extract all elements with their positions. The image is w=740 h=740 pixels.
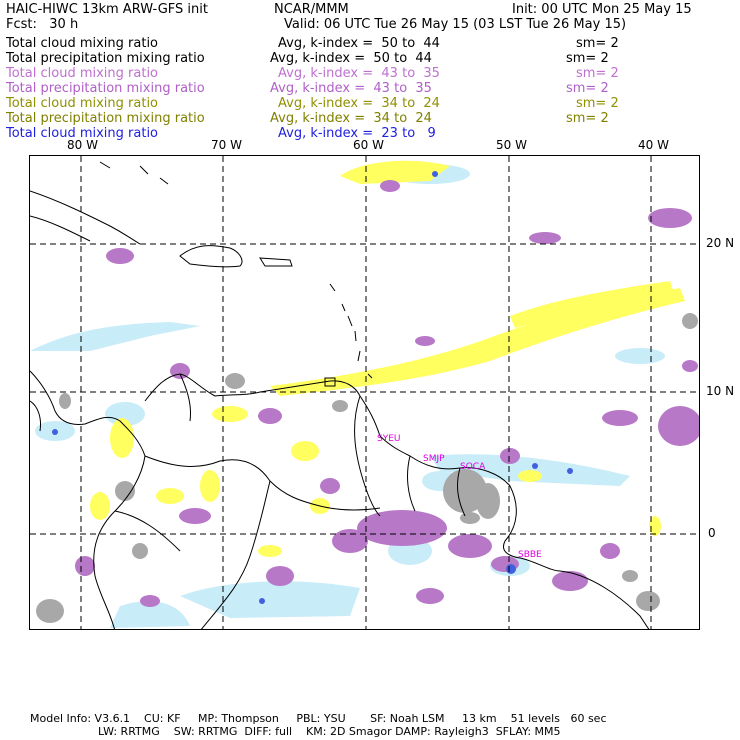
lat-tick-label: 0 bbox=[708, 526, 716, 540]
legend-row bbox=[6, 111, 734, 126]
lat-tick-label: 10 N bbox=[706, 384, 735, 398]
lon-tick-label: 70 W bbox=[211, 138, 242, 152]
map-canvas bbox=[30, 156, 700, 630]
model-title: HAIC-HIWC 13km ARW-GFS init bbox=[6, 2, 208, 17]
lat-lon-grid bbox=[30, 156, 700, 630]
model-info-line1: Model Info: V3.6.1 CU: KF MP: Thompson PBL: YSU SF: Noah LSM 13 km 51 levels 60 sec bbox=[30, 712, 607, 725]
legend-range: Avg, k-index = 34 to 24 bbox=[270, 111, 432, 126]
legend-field: Total precipitation mixing ratio bbox=[6, 111, 205, 126]
legend-range: Avg, k-index = 43 to 35 bbox=[270, 81, 432, 96]
legend-range: Avg, k-index = 43 to 35 bbox=[278, 66, 440, 81]
legend-range: Avg, k-index = 50 to 44 bbox=[278, 36, 440, 51]
valid-time: Valid: 06 UTC Tue 26 May 15 (03 LST Tue 26 May 15) bbox=[284, 17, 627, 32]
legend-range: Avg, k-index = 34 to 24 bbox=[278, 96, 440, 111]
station-label-syeu: SYEU bbox=[377, 434, 401, 444]
init-time: Init: 00 UTC Mon 25 May 15 bbox=[512, 2, 692, 17]
station-label-smjp: SMJP bbox=[423, 454, 445, 464]
legend-row bbox=[6, 36, 734, 51]
forecast-hour: Fcst: 30 h bbox=[6, 17, 79, 32]
legend-range: Avg, k-index = 50 to 44 bbox=[270, 51, 432, 66]
legend-sm: sm= 2 bbox=[576, 96, 619, 111]
legend-range: Avg, k-index = 23 to 9 bbox=[278, 126, 436, 141]
legend-field: Total cloud mixing ratio bbox=[6, 126, 159, 141]
legend-row bbox=[6, 81, 734, 96]
lon-tick-label: 80 W bbox=[67, 138, 98, 152]
model-info-line2: LW: RRTMG SW: RRTMG DIFF: full KM: 2D Smagor DAMP: Rayleigh3 SFLAY: MM5 bbox=[98, 725, 561, 738]
station-label-soca: SOCA bbox=[460, 462, 486, 472]
legend-field: Total precipitation mixing ratio bbox=[6, 51, 205, 66]
legend-row bbox=[6, 66, 734, 81]
legend-field: Total cloud mixing ratio bbox=[6, 36, 159, 51]
lon-tick-label: 40 W bbox=[638, 138, 669, 152]
layer-light-blue bbox=[30, 164, 665, 628]
layer-gray bbox=[36, 313, 698, 623]
coastlines bbox=[30, 162, 650, 630]
legend-sm: sm= 2 bbox=[566, 81, 609, 96]
legend-field: Total precipitation mixing ratio bbox=[6, 81, 205, 96]
legend-row bbox=[6, 96, 734, 111]
org-name: NCAR/MMM bbox=[274, 2, 349, 17]
legend-row bbox=[6, 51, 734, 66]
station-label-sbbe: SBBE bbox=[518, 550, 542, 560]
legend-field: Total cloud mixing ratio bbox=[6, 96, 159, 111]
legend-sm: sm= 2 bbox=[566, 111, 609, 126]
forecast-map bbox=[29, 155, 700, 630]
legend-field: Total cloud mixing ratio bbox=[6, 66, 159, 81]
layer-purple bbox=[75, 180, 700, 607]
layer-yellow bbox=[90, 161, 685, 557]
lon-tick-label: 60 W bbox=[353, 138, 384, 152]
legend-sm: sm= 2 bbox=[566, 51, 609, 66]
lon-tick-label: 50 W bbox=[496, 138, 527, 152]
lat-tick-label: 20 N bbox=[706, 236, 735, 250]
legend-sm: sm= 2 bbox=[576, 36, 619, 51]
legend-sm: sm= 2 bbox=[576, 66, 619, 81]
